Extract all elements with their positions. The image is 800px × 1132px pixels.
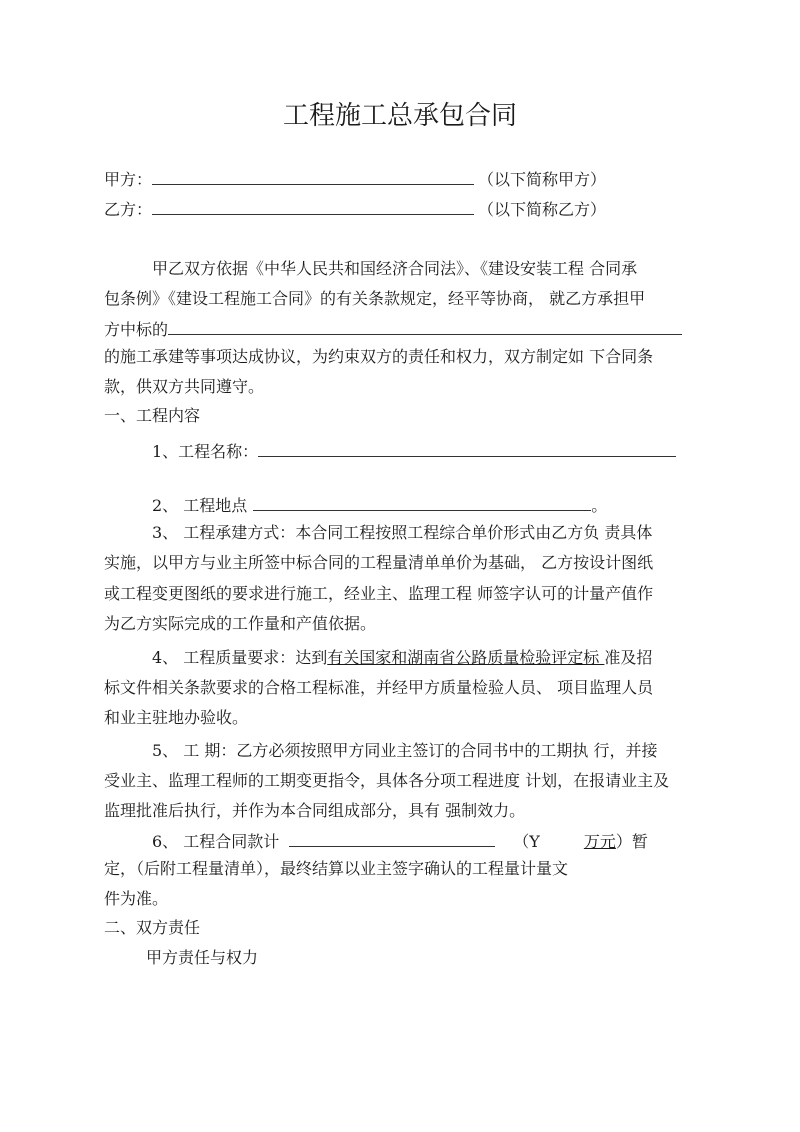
project-name-label: 1、工程名称：	[152, 442, 259, 461]
project-location-end: 。	[591, 496, 608, 515]
contract-amount-cont: ）暂	[615, 832, 648, 851]
item-6-line-2: 定，（后附工程量清单），最终结算以业主签字确认的工程量计量文	[104, 859, 569, 878]
quality-label: 4、 工程质量要求：达到	[152, 648, 328, 667]
section-2-subheading: 甲方责任与权力	[146, 948, 259, 967]
document-title: 工程施工总承包合同	[282, 101, 517, 131]
section-2-heading: 二、双方责任	[104, 918, 201, 937]
item-4-line-2: 标文件相关条款要求的合格工程标准，并经甲方质量检验人员、 项目监理人员	[104, 678, 654, 697]
contract-amount-unit: 万元	[583, 832, 616, 851]
party-b-line	[104, 198, 606, 220]
party-b-suffix: （以下简称乙方）	[478, 200, 607, 219]
preamble-project-blank[interactable]	[168, 318, 682, 335]
contract-amount-yen: （Y	[513, 832, 540, 851]
item-5-line-2: 受业主、监理工程师的工期变更指令，具体各分项工程进度 计划，在报请业主及	[104, 771, 670, 790]
preamble-line-2: 包条例》《建设工程施工合同》的有关条款规定，经平等协商， 就乙方承担甲	[104, 289, 646, 308]
project-location-label: 2、 工程地点	[152, 496, 248, 515]
party-b-blank[interactable]	[152, 198, 474, 215]
preamble-line-4: 的施工承建等事项达成协议，为约束双方的责任和权力，双方制定如 下合同条	[104, 347, 654, 366]
preamble-project-label: 方中标的	[104, 320, 169, 339]
item-6-line-1	[152, 830, 648, 852]
section-1-heading: 一、工程内容	[104, 406, 201, 425]
contract-amount-label: 6、 工程合同款计	[152, 832, 280, 851]
party-b-label: 乙方：	[104, 200, 153, 219]
item-5-line-1: 5、 工 期：乙方必须按照甲方同业主签订的合同书中的工期执 行，并接	[152, 741, 658, 760]
item-4-line-1	[152, 648, 652, 668]
preamble-line-3	[104, 318, 682, 340]
project-location-blank[interactable]	[253, 494, 591, 511]
item-2-line	[152, 494, 607, 516]
item-4-line-3: 和业主驻地办验收。	[104, 708, 249, 727]
item-5-line-3: 监理批准后执行，并作为本合同组成部分，具有 强制效力。	[104, 801, 526, 820]
party-a-suffix: （以下简称甲方）	[478, 170, 607, 189]
item-3-line-1: 3、 工程承建方式：本合同工程按照工程综合单价形式由乙方负 责具体	[152, 523, 653, 542]
party-a-label: 甲方：	[104, 170, 153, 189]
item-3-line-4: 为乙方实际完成的工作量和产值依据。	[104, 614, 377, 633]
quality-cont: 准及招	[604, 648, 653, 667]
preamble-line-5: 款，供双方共同遵守。	[104, 377, 265, 396]
item-3-line-2: 实施，以甲方与业主所签中标合同的工程量清单单价为基础， 乙方按设计图纸	[104, 553, 654, 572]
contract-amount-blank[interactable]	[289, 830, 495, 847]
preamble-line-1: 甲乙双方依据《中华人民共和国经济合同法》、《建设安装工程 合同承	[152, 259, 638, 278]
item-3-line-3: 或工程变更图纸的要求进行施工，经业主、监理工程 师签字认可的计量产值作	[104, 584, 654, 603]
party-a-blank[interactable]	[152, 168, 474, 185]
quality-standard-underlined: 有关国家和湖南省公路质量检验评定标	[327, 648, 605, 667]
project-name-blank[interactable]	[258, 440, 676, 457]
party-a-line	[104, 168, 606, 190]
item-1-line	[152, 440, 676, 462]
item-6-line-3: 件为准。	[104, 889, 169, 908]
